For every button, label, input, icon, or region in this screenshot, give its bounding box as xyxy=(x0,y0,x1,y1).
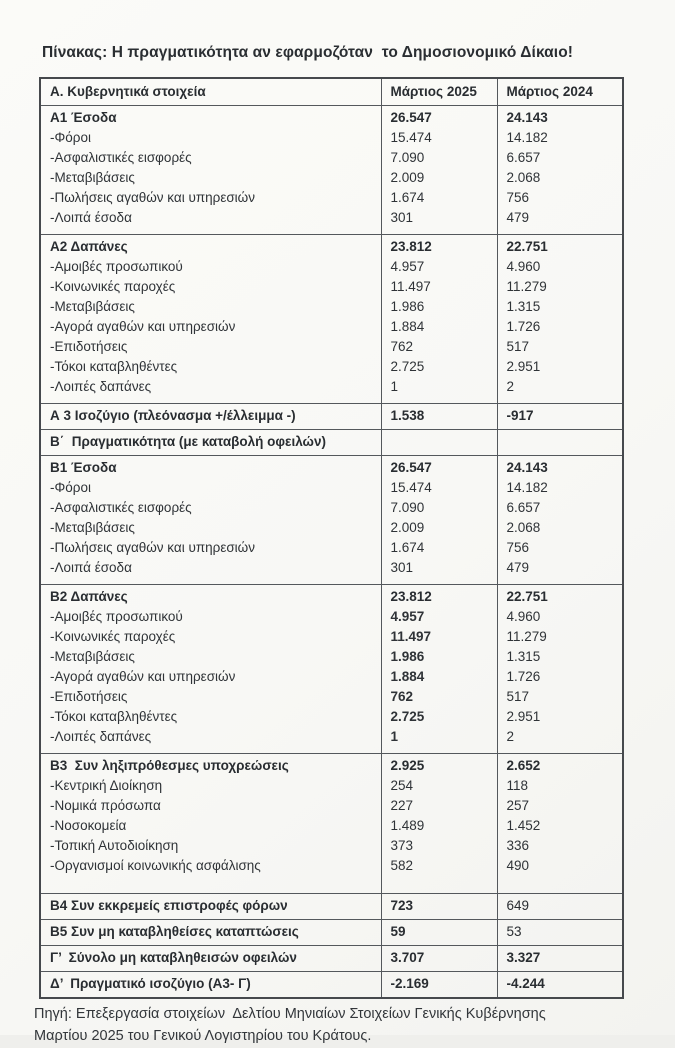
value-mar-2025: -2.169 xyxy=(381,972,497,999)
value-mar-2025 xyxy=(381,430,497,456)
value-mar-2024: 756 xyxy=(497,538,623,558)
value-mar-2025: 26.547 xyxy=(381,456,497,479)
table-row xyxy=(40,727,623,754)
value-mar-2024: 24.143 xyxy=(497,456,623,479)
value-mar-2025: 4.957 xyxy=(381,257,497,277)
table-row xyxy=(40,404,623,430)
row-label: -Λοιπές δαπάνες xyxy=(50,379,152,394)
row-label: Β2 Δαπάνες xyxy=(40,585,381,608)
value-mar-2024: 22.751 xyxy=(497,235,623,258)
value-mar-2024: 257 xyxy=(497,796,623,816)
value-mar-2025: 4.957 xyxy=(381,607,497,627)
value-mar-2025: 23.812 xyxy=(381,585,497,608)
table-row xyxy=(40,647,623,667)
table-row xyxy=(40,585,623,608)
table-row xyxy=(40,607,623,627)
value-mar-2024: 1.315 xyxy=(497,647,623,667)
value-mar-2025: 1.674 xyxy=(381,188,497,208)
value-mar-2025: 301 xyxy=(381,558,497,585)
table-block-B3 xyxy=(40,754,623,894)
table-block-A3 xyxy=(40,404,623,430)
row-label: -Λοιπά έσοδα xyxy=(50,560,132,575)
row-label: -Μεταβιβάσεις xyxy=(50,649,135,664)
value-mar-2025: 2.725 xyxy=(381,357,497,377)
row-label: -Νομικά πρόσωπα xyxy=(50,798,161,813)
row-label: -Τόκοι καταβληθέντες xyxy=(50,709,178,724)
table-row xyxy=(40,836,623,856)
source-line-2: Μαρτίου 2025 του Γενικού Λογιστηρίου του Κράτους. xyxy=(34,1027,372,1044)
row-label: -Οργανισμοί κοινωνικής ασφάλισης xyxy=(50,858,261,873)
value-mar-2024: -917 xyxy=(497,404,623,430)
value-mar-2024: 1.726 xyxy=(497,667,623,687)
value-mar-2024: 2.652 xyxy=(497,754,623,777)
table-row xyxy=(40,498,623,518)
value-mar-2024 xyxy=(497,430,623,456)
value-mar-2025: 762 xyxy=(381,337,497,357)
table-row xyxy=(40,538,623,558)
value-mar-2025: 762 xyxy=(381,687,497,707)
table-row xyxy=(40,128,623,148)
table-row xyxy=(40,816,623,836)
value-mar-2024: 756 xyxy=(497,188,623,208)
value-mar-2024: 6.657 xyxy=(497,498,623,518)
value-mar-2025: 723 xyxy=(381,894,497,920)
value-mar-2024: 479 xyxy=(497,558,623,585)
header-row xyxy=(40,78,623,106)
value-mar-2025: 254 xyxy=(381,776,497,796)
value-mar-2025: 2.725 xyxy=(381,707,497,727)
table-row xyxy=(40,776,623,796)
row-label: -Επιδοτήσεις xyxy=(50,339,128,354)
row-label: -Φόροι xyxy=(50,480,91,495)
row-label: -Μεταβιβάσεις xyxy=(50,520,135,535)
row-label: Β΄ Πραγματικότητα (με καταβολή οφειλών) xyxy=(40,430,381,456)
value-mar-2025: 227 xyxy=(381,796,497,816)
value-mar-2025: 15.474 xyxy=(381,478,497,498)
header-col-mar-2025: Μάρτιος 2025 xyxy=(381,78,497,106)
table-row xyxy=(40,754,623,777)
row-label: Β4 Συν εκκρεμείς επιστροφές φόρων xyxy=(40,894,381,920)
value-mar-2025: 2.009 xyxy=(381,518,497,538)
value-mar-2024: 6.657 xyxy=(497,148,623,168)
value-mar-2024: -4.244 xyxy=(497,972,623,999)
value-mar-2024: 1.452 xyxy=(497,816,623,836)
table-block-B2 xyxy=(40,585,623,754)
table-row xyxy=(40,518,623,538)
table-block-B4 xyxy=(40,894,623,920)
table-row xyxy=(40,168,623,188)
row-label: Α 3 Ισοζύγιο (πλεόνασμα +/έλλειμμα -) xyxy=(40,404,381,430)
row-label: Α2 Δαπάνες xyxy=(40,235,381,258)
value-mar-2025: 7.090 xyxy=(381,148,497,168)
value-mar-2025: 2.925 xyxy=(381,754,497,777)
row-label: -Τοπική Αυτοδιοίκηση xyxy=(50,838,179,853)
table-row xyxy=(40,377,623,404)
row-label: -Μεταβιβάσεις xyxy=(50,170,135,185)
table-row xyxy=(40,148,623,168)
table-block-D xyxy=(40,972,623,999)
table-row xyxy=(40,856,623,894)
value-mar-2025: 373 xyxy=(381,836,497,856)
row-label: -Κοινωνικές παροχές xyxy=(50,629,176,644)
table-row xyxy=(40,920,623,946)
value-mar-2024: 517 xyxy=(497,337,623,357)
value-mar-2025: 23.812 xyxy=(381,235,497,258)
value-mar-2025: 2.009 xyxy=(381,168,497,188)
table-row xyxy=(40,430,623,456)
table-row xyxy=(40,456,623,479)
table-row xyxy=(40,972,623,999)
table-row xyxy=(40,627,623,647)
value-mar-2024: 336 xyxy=(497,836,623,856)
value-mar-2024: 2.951 xyxy=(497,357,623,377)
row-label: -Ασφαλιστικές εισφορές xyxy=(50,150,192,165)
value-mar-2025: 3.707 xyxy=(381,946,497,972)
value-mar-2024: 649 xyxy=(497,894,623,920)
value-mar-2024: 4.960 xyxy=(497,257,623,277)
table-block-B xyxy=(40,430,623,456)
value-mar-2025: 7.090 xyxy=(381,498,497,518)
row-label: -Κοινωνικές παροχές xyxy=(50,279,176,294)
value-mar-2024: 479 xyxy=(497,208,623,235)
table-block-A1 xyxy=(40,106,623,235)
row-label: Β5 Συν μη καταβληθείσες καταπτώσεις xyxy=(40,920,381,946)
row-label: -Κεντρική Διοίκηση xyxy=(50,778,163,793)
value-mar-2024: 14.182 xyxy=(497,128,623,148)
value-mar-2024: 53 xyxy=(497,920,623,946)
row-label: -Πωλήσεις αγαθών και υπηρεσιών xyxy=(50,190,255,205)
row-label: -Αμοιβές προσωπικού xyxy=(50,259,183,274)
value-mar-2025: 1.538 xyxy=(381,404,497,430)
value-mar-2025: 1.674 xyxy=(381,538,497,558)
value-mar-2024: 11.279 xyxy=(497,627,623,647)
value-mar-2025: 26.547 xyxy=(381,106,497,129)
value-mar-2025: 1.489 xyxy=(381,816,497,836)
row-label: -Αγορά αγαθών και υπηρεσιών xyxy=(50,669,236,684)
row-label: Α1 Έσοδα xyxy=(40,106,381,129)
table-row xyxy=(40,707,623,727)
table-header xyxy=(40,78,623,106)
table-row xyxy=(40,667,623,687)
table-row xyxy=(40,297,623,317)
table-row xyxy=(40,277,623,297)
row-label: -Ασφαλιστικές εισφορές xyxy=(50,500,192,515)
value-mar-2024: 2.068 xyxy=(497,518,623,538)
value-mar-2024: 3.327 xyxy=(497,946,623,972)
table-row xyxy=(40,208,623,235)
value-mar-2024: 517 xyxy=(497,687,623,707)
table-row xyxy=(40,894,623,920)
value-mar-2024: 14.182 xyxy=(497,478,623,498)
row-label: -Επιδοτήσεις xyxy=(50,689,128,704)
table-block-B5 xyxy=(40,920,623,946)
table-row xyxy=(40,235,623,258)
table-row xyxy=(40,317,623,337)
value-mar-2025: 1 xyxy=(381,727,497,754)
value-mar-2024: 4.960 xyxy=(497,607,623,627)
table-row xyxy=(40,558,623,585)
table-row xyxy=(40,478,623,498)
table-block-A2 xyxy=(40,235,623,404)
row-label: Γ’ Σύνολο μη καταβληθεισών οφειλών xyxy=(40,946,381,972)
value-mar-2025: 11.497 xyxy=(381,277,497,297)
row-label: -Νοσοκομεία xyxy=(50,818,127,833)
row-label: -Πωλήσεις αγαθών και υπηρεσιών xyxy=(50,540,255,555)
source-line-1: Πηγή: Επεξεργασία στοιχείων Δελτίου Μηνιαίων Στοιχείων Γενικής Κυβέρνησης xyxy=(34,1006,546,1022)
row-label: Β1 Έσοδα xyxy=(40,456,381,479)
table-row xyxy=(40,257,623,277)
row-label: -Μεταβιβάσεις xyxy=(50,299,135,314)
header-col-category: Α. Κυβερνητικά στοιχεία xyxy=(50,84,206,99)
value-mar-2024: 2.068 xyxy=(497,168,623,188)
value-mar-2024: 118 xyxy=(497,776,623,796)
table-row xyxy=(40,357,623,377)
value-mar-2025: 59 xyxy=(381,920,497,946)
value-mar-2024: 1.315 xyxy=(497,297,623,317)
table-row xyxy=(40,946,623,972)
row-label: -Αγορά αγαθών και υπηρεσιών xyxy=(50,319,236,334)
value-mar-2024: 2 xyxy=(497,727,623,754)
fiscal-table xyxy=(39,77,624,999)
table-row xyxy=(40,106,623,129)
row-label: -Αμοιβές προσωπικού xyxy=(50,609,183,624)
table-block-B1 xyxy=(40,456,623,585)
row-label: Δ’ Πραγματικό ισοζύγιο (Α3- Γ) xyxy=(40,972,381,999)
table-row xyxy=(40,796,623,816)
value-mar-2025: 15.474 xyxy=(381,128,497,148)
value-mar-2024: 11.279 xyxy=(497,277,623,297)
table-block-G xyxy=(40,946,623,972)
document-title: Πίνακας: Η πραγματικότητα αν εφαρμοζόταν το Δημοσιονομικό Δίκαιο! xyxy=(42,44,574,61)
value-mar-2024: 24.143 xyxy=(497,106,623,129)
row-label: -Τόκοι καταβληθέντες xyxy=(50,359,178,374)
value-mar-2025: 1 xyxy=(381,377,497,404)
row-label: -Φόροι xyxy=(50,130,91,145)
table-row xyxy=(40,687,623,707)
value-mar-2025: 301 xyxy=(381,208,497,235)
row-label: -Λοιπές δαπάνες xyxy=(50,729,152,744)
value-mar-2025: 1.986 xyxy=(381,297,497,317)
source-note xyxy=(34,1004,675,1048)
value-mar-2025: 582 xyxy=(381,856,497,894)
row-label: Β3 Συν ληξιπρόθεσμες υποχρεώσεις xyxy=(40,754,381,777)
value-mar-2024: 2.951 xyxy=(497,707,623,727)
value-mar-2024: 22.751 xyxy=(497,585,623,608)
value-mar-2025: 1.884 xyxy=(381,317,497,337)
table-row xyxy=(40,337,623,357)
row-label: -Λοιπά έσοδα xyxy=(50,210,132,225)
value-mar-2025: 1.884 xyxy=(381,667,497,687)
value-mar-2024: 490 xyxy=(497,856,623,894)
table-row xyxy=(40,188,623,208)
value-mar-2024: 1.726 xyxy=(497,317,623,337)
value-mar-2025: 11.497 xyxy=(381,627,497,647)
value-mar-2024: 2 xyxy=(497,377,623,404)
header-col-mar-2024: Μάρτιος 2024 xyxy=(497,78,623,106)
value-mar-2025: 1.986 xyxy=(381,647,497,667)
